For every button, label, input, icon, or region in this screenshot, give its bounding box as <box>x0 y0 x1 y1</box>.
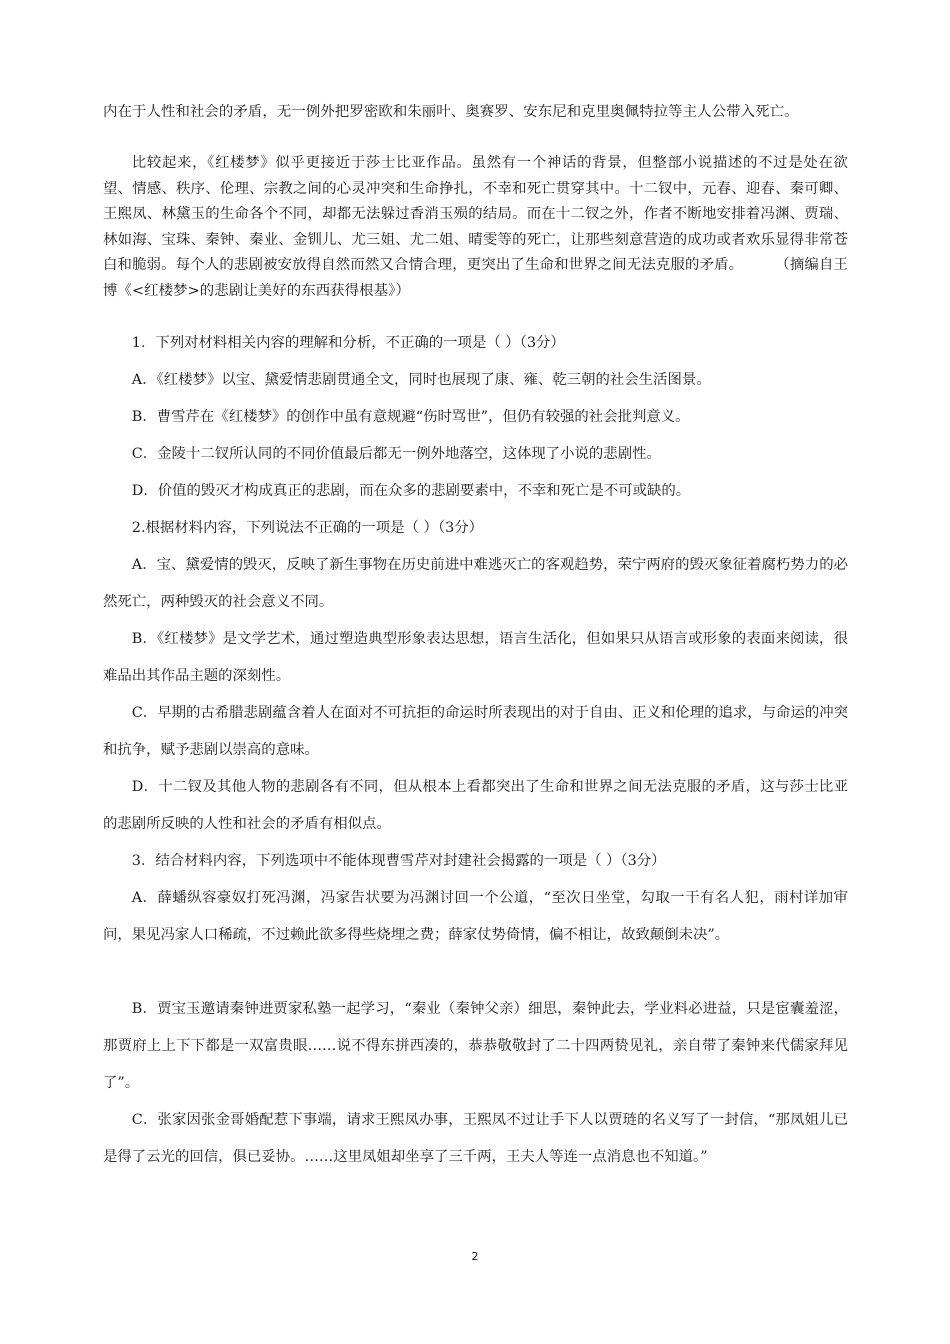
passage-text: 内在于人性和社会的矛盾，无一例外把罗密欧和朱丽叶、奥赛罗、安东尼和克里奥佩特拉等主人公带入死亡。 <box>103 104 799 120</box>
passage-paragraph-1 <box>103 100 848 126</box>
question-3-option-c: C．张家因张金哥婚配惹下事端，请求王熙凤办事，王熙凤不过让手下人以贾琏的名义写了一封信，“那凤姐儿已是得了云光的回信，俱已妥协。……这里凤姐却坐享了三千两，王夫人等连一点消息也不知道。” <box>103 1112 848 1165</box>
question-2-stem: 2.根据材料内容，下列说法不正确的一项是（ ）（3分） <box>131 520 484 536</box>
question-3-option-a: A．薛蟠纵容豪奴打死冯渊，冯家告状要为冯渊讨回一个公道，“至次日坐堂，勾取一干有名人犯，雨村详加审问，果见冯家人口稀疏，不过赖此欲多得些烧埋之费；薛家仗势倚情，偏不相让，故致颠倒未决”。 <box>103 890 848 943</box>
question-1-stem: 1．下列对材料相关内容的理解和分析，不正确的一项是（ ）（3分） <box>131 335 565 351</box>
question-1-option-c: C．金陵十二钗所认同的不同价值最后都无一例外地落空，这体现了小说的悲剧性。 <box>131 446 661 462</box>
question-3-option-b: B．贾宝玉邀请秦钟进贾家私塾一起学习，“秦业（秦钟父亲）细思，秦钟此去，学业料必进益，只是宦囊羞涩，那贾府上上下下都是一双富贵眼……说不得东拼西凑的，恭恭敬敬封了二十四两贽见礼，亲自带了秦钟来代儒家拜见了”。 <box>103 1001 848 1091</box>
question-3-stem: 3．结合材料内容，下列选项中不能体现曹雪芹对封建社会揭露的一项是（ ）（3分） <box>131 853 666 869</box>
question-1-option-d: D．价值的毁灭才构成真正的悲剧，而在众多的悲剧要素中，不幸和死亡是不可或缺的。 <box>131 483 691 499</box>
question-1-option-a: A．《红楼梦》以宝、黛爱情悲剧贯通全文，同时也展现了康、雍、乾三朝的社会生活图景。 <box>131 372 711 388</box>
source-citation: （摘编自王博《<红楼梦>的悲剧让美好的东西获得根基》） <box>103 257 848 299</box>
question-2-option-c: C．早期的古希腊悲剧蕴含着人在面对不可抗拒的命运时所表现出的对于自由、正义和伦理的追求，与命运的冲突和抗争，赋予悲剧以崇高的意味。 <box>103 705 848 758</box>
question-2-option-d: D．十二钗及其他人物的悲剧各有不同，但从根本上看都突出了生命和世界之间无法克服的矛盾，这与莎士比亚的悲剧所反映的人性和社会的矛盾有相似点。 <box>103 779 848 832</box>
page-number: 2 <box>471 1250 479 1263</box>
passage-text: 比较起来，《红楼梦》似乎更接近于莎士比亚作品。虽然有一个神话的背景，但整部小说描述的不过是处在欲望、情感、秩序、伦理、宗教之间的心灵冲突和生命挣扎，不幸和死亡贯穿其中。十二钗中，元春、迎春、秦可卿、王熙凤、林黛玉的生命各个不同，却都无法躲过香消玉殒的结局。而在十二钗之外，作者不断地安排着冯渊、贾瑞、林如海、宝珠、秦钟、秦业、金钏儿、尤三姐、尤二姐、晴雯等的死亡，让那些刻意营造的成功或者欢乐显得非常苍白和脆弱。每个人的悲剧被安放得自然而然又合情合理，更突出了生命和世界之间无法克服的矛盾。 <box>103 155 848 273</box>
question-2-option-b: B．《红楼梦》是文学艺术，通过塑造典型形象表达思想，语言生活化，但如果只从语言或形象的表面来阅读，很难品出其作品主题的深刻性。 <box>103 631 848 684</box>
passage-paragraph-2 <box>103 151 848 304</box>
question-2-option-a: A．宝、黛爱情的毁灭，反映了新生事物在历史前进中难逃灭亡的客观趋势，荣宁两府的毁灭象征着腐朽势力的必然死亡，两种毁灭的社会意义不同。 <box>103 557 848 610</box>
question-1-option-b: B．曹雪芹在《红楼梦》的创作中虽有意规避“伤时骂世”，但仍有较强的社会批判意义。 <box>131 409 690 425</box>
